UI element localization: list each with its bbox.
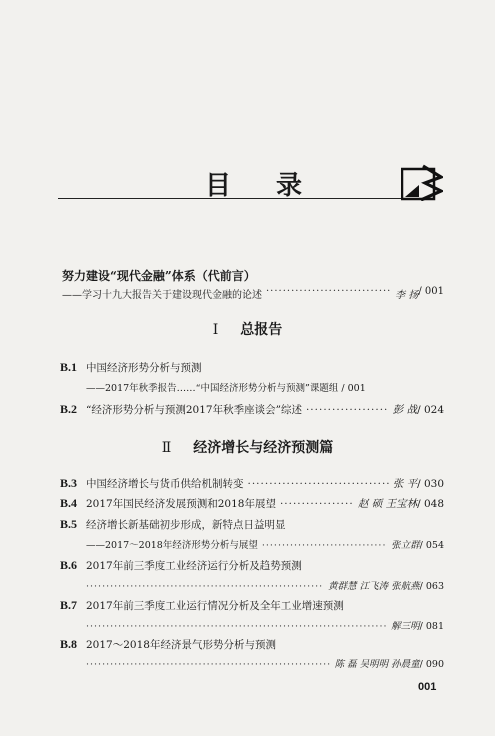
title-rule (58, 198, 403, 199)
preface-page: / 001 (418, 286, 444, 297)
entry-title: 中国经济增长与货币供给机制转变 (86, 478, 244, 490)
entry-author: 张 平 (392, 478, 418, 490)
entry-subtitle: ——2017年秋季报告……“中国经济形势分析与预测”课题组 / 001 (86, 383, 366, 394)
entry-title: 2017年前三季度工业运行情况分析及全年工业增速预测 (86, 600, 344, 612)
entry-author: 赵 硕 王宝林 (357, 498, 418, 510)
leader-dots (306, 404, 389, 416)
toc-entry-b1[interactable] (60, 360, 444, 375)
entry-code: B.6 (60, 558, 78, 572)
entry-title: 2017年前三季度工业经济运行分析及趋势预测 (86, 560, 302, 572)
section-number: Ⅱ (161, 440, 172, 456)
entry-title: 中国经济形势分析与预测 (86, 362, 202, 374)
entry-code: B.8 (60, 637, 78, 651)
toc-entry-b5[interactable] (60, 517, 444, 532)
leader-dots (262, 540, 387, 551)
toc-entry-b8[interactable] (60, 637, 444, 652)
entry-author: 陈 磊 吴明明 孙晨童 (334, 659, 420, 670)
preface-subtitle: ——学习十九大报告关于建设现代金融的论述 (62, 290, 262, 301)
page-title: 目 录 (205, 171, 321, 201)
entry-page: / 054 (419, 540, 444, 551)
publisher-logo-icon (401, 163, 443, 201)
toc-entry-b8-subtitle[interactable] (86, 656, 444, 670)
entry-code: B.5 (60, 517, 78, 531)
leader-dots (266, 286, 391, 301)
toc-entry-b6[interactable] (60, 558, 444, 573)
toc-entry-b5-subtitle[interactable] (86, 537, 444, 551)
page-number: 001 (418, 681, 437, 693)
entry-page: / 081 (419, 621, 444, 632)
entry-code: B.4 (60, 496, 78, 510)
preface-author: 李 扬 (395, 290, 419, 301)
toc-entry-b2[interactable] (60, 402, 444, 417)
leader-dots (248, 478, 389, 490)
section-title: 总报告 (240, 322, 283, 338)
toc-entry-b7-subtitle[interactable] (86, 618, 444, 632)
entry-page: / 030 (417, 478, 444, 490)
entry-code: B.2 (60, 402, 78, 416)
entry-code: B.7 (60, 598, 78, 612)
entry-author: 张立群 (391, 540, 420, 551)
preface-subtitle-line[interactable] (62, 286, 444, 301)
leader-dots (86, 621, 387, 632)
entry-page: / 048 (417, 498, 444, 510)
leader-dots (86, 581, 324, 592)
entry-author: 解三明 (391, 621, 420, 632)
entry-title: 经济增长新基础初步形成，新特点日益明显 (86, 519, 286, 531)
toc-entry-b7[interactable] (60, 598, 444, 613)
leader-dots (280, 498, 354, 510)
entry-title: 2017年国民经济发展预测和2018年展望 (86, 498, 276, 510)
toc-entry-b4[interactable] (60, 496, 444, 511)
entry-code: B.3 (60, 476, 78, 490)
entry-page: / 090 (419, 659, 444, 670)
section-number: Ⅰ (212, 322, 219, 338)
section-heading-1[interactable] (0, 319, 495, 339)
section-heading-2[interactable] (0, 437, 495, 457)
entry-author: 彭 战 (392, 404, 418, 416)
entry-author: 黄群慧 江飞涛 张航燕 (328, 581, 420, 592)
toc-entry-b3[interactable] (60, 476, 444, 491)
entry-title: “经济形势分析与预测2017年秋季座谈会”综述 (86, 404, 302, 416)
leader-dots (86, 659, 331, 670)
toc-entry-b6-subtitle[interactable] (86, 578, 444, 592)
entry-code: B.1 (60, 360, 78, 374)
entry-title: 2017～2018年经济景气形势分析与预测 (86, 639, 276, 651)
preface-title[interactable]: 努力建设“现代金融”体系（代前言） (62, 269, 256, 283)
section-title: 经济增长与经济预测篇 (193, 440, 334, 456)
entry-subtitle: ——2017～2018年经济形势分析与展望 (86, 540, 258, 551)
toc-entry-b1-subtitle[interactable] (86, 380, 444, 394)
entry-page: / 024 (417, 404, 444, 416)
entry-page: / 063 (419, 581, 444, 592)
